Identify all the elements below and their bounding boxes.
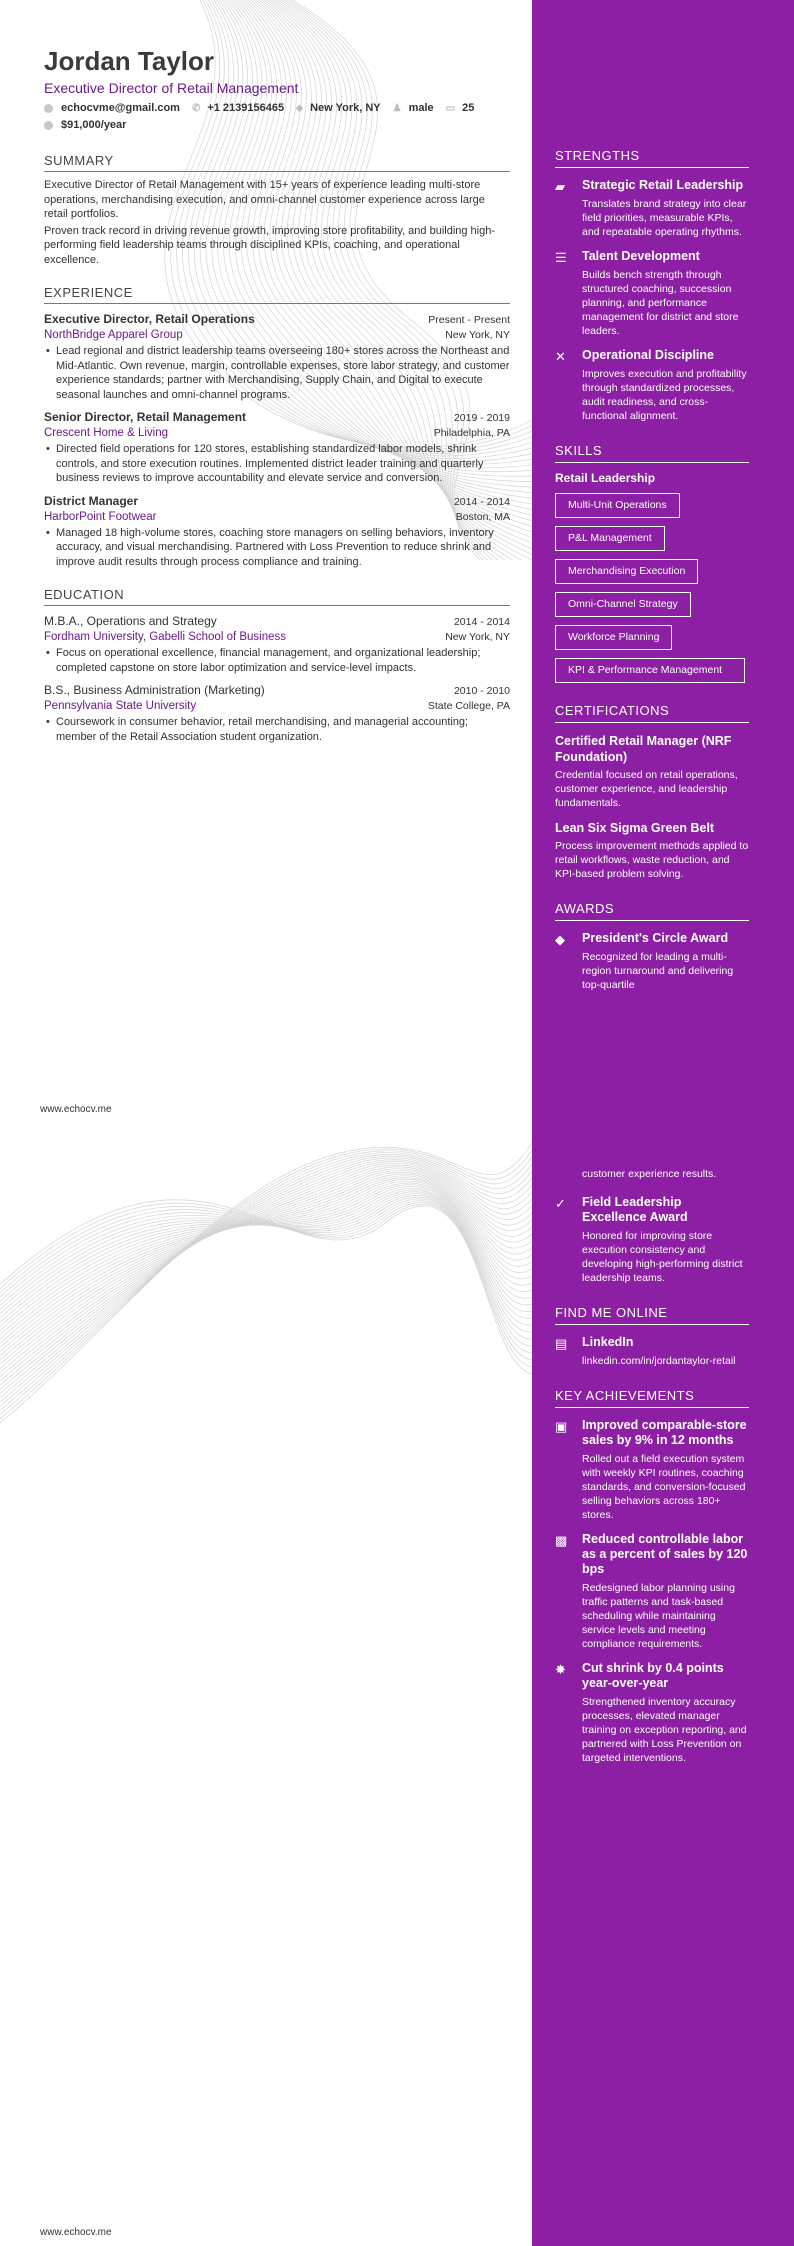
achievement-item bbox=[555, 1418, 749, 1522]
job-location: Philadelphia, PA bbox=[433, 427, 510, 439]
shield-icon: ✸ bbox=[555, 1662, 566, 1677]
wave-line bbox=[0, 1154, 532, 1406]
job-title: Executive Director, Retail Operations bbox=[44, 312, 255, 326]
email-item[interactable] bbox=[44, 102, 180, 114]
school-location: State College, PA bbox=[427, 700, 510, 712]
job-entry bbox=[44, 494, 510, 570]
summary-paragraph-1: Executive Director of Retail Management with 15+ years of experience leading multi-store operations, merchandising execution, and omni-channel customer experience across large retail portfolios. bbox=[44, 179, 485, 220]
achievements-heading: KEY ACHIEVEMENTS bbox=[555, 1388, 749, 1408]
award-desc: Honored for improving store execution consistency and developing high-performing district leadership teams. bbox=[582, 1230, 743, 1284]
wave-line bbox=[0, 1174, 532, 1360]
achievement-title: Cut shrink by 0.4 points year-over-year bbox=[582, 1661, 724, 1690]
strength-desc: Translates brand strategy into clear field priorities, measurable KPIs, and repeatable operating rhythms. bbox=[582, 198, 747, 238]
strength-title: Talent Development bbox=[582, 249, 700, 263]
strength-desc: Improves execution and profitability through standardized processes, audit readiness, and cross-functional alignment. bbox=[582, 368, 747, 422]
phone-icon: ✆ bbox=[191, 102, 201, 114]
education-bullet: • Focus on operational excellence, financial management, and organizational leadership; completed capstone on store labor optimization and service-level impacts. bbox=[44, 646, 510, 675]
gender-text: male bbox=[408, 102, 434, 114]
award-title: President's Circle Award bbox=[582, 931, 729, 945]
person-icon: ♟ bbox=[392, 102, 402, 114]
layers-icon: ☰ bbox=[555, 250, 567, 265]
job-company: Crescent Home & Living bbox=[44, 427, 168, 439]
wave-line bbox=[0, 1203, 532, 1367]
wave-line bbox=[0, 1178, 532, 1352]
check-icon: ✓ bbox=[555, 1196, 566, 1211]
age-item bbox=[446, 102, 475, 114]
wave-line bbox=[0, 1190, 532, 1322]
phone-item[interactable] bbox=[192, 102, 284, 114]
job-entry bbox=[44, 312, 510, 402]
degree-title: B.S., Business Administration (Marketing) bbox=[44, 683, 265, 697]
wave-line bbox=[0, 1143, 532, 1423]
education-entry bbox=[44, 614, 510, 675]
wave-line bbox=[0, 1181, 532, 1343]
job-entry bbox=[44, 410, 510, 486]
strength-title: Strategic Retail Leadership bbox=[582, 178, 744, 192]
strength-desc: Builds bench strength through structured coaching, succession planning, and performance management for district and store leaders. bbox=[582, 269, 739, 337]
education-entry bbox=[44, 683, 510, 744]
wave-line bbox=[0, 1163, 532, 1385]
certification-desc: Process improvement methods applied to retail workflows, waste reduction, and KPI-based problem solving. bbox=[555, 840, 749, 880]
wave-line bbox=[0, 1158, 532, 1398]
achievement-desc: Rolled out a field execution system with weekly KPI routines, coaching standards, and conversion-focused selling behaviors across 180+ stores. bbox=[582, 1453, 746, 1521]
candidate-title: Executive Director of Retail Management bbox=[44, 80, 299, 96]
sidebar-column bbox=[555, 148, 749, 992]
wave-line bbox=[0, 1199, 532, 1346]
location-pin-icon: ⬥ bbox=[296, 102, 304, 114]
email-text: echocvme@gmail.com bbox=[61, 102, 180, 114]
achievement-desc: Strengthened inventory accuracy processes, elevated manager training on exception reporting, and partnered with Loss Prevention on targeted interventions. bbox=[582, 1696, 747, 1764]
wave-line bbox=[0, 1202, 532, 1360]
education-heading: EDUCATION bbox=[44, 587, 510, 606]
wave-line bbox=[0, 1160, 532, 1394]
decorative-wave-lines bbox=[0, 1123, 532, 1683]
achievement-item bbox=[555, 1661, 749, 1765]
job-bullet: • Managed 18 high-volume stores, coaching store managers on selling behaviors, inventory accuracy, and visual merchandising. Partnered with Loss Prevention to reduce shrink and improve audit results through process compliance and training. bbox=[44, 526, 510, 570]
wave-line bbox=[0, 1200, 532, 1374]
skill-chip: KPI & Performance Management bbox=[555, 658, 745, 683]
candidate-name: Jordan Taylor bbox=[44, 46, 215, 76]
job-location: New York, NY bbox=[445, 329, 510, 341]
achievement-title: Reduced controllable labor as a percent of sales by 120 bps bbox=[582, 1532, 748, 1576]
online-heading: FIND ME ONLINE bbox=[555, 1305, 749, 1325]
wave-line bbox=[0, 1192, 532, 1319]
age-text: 25 bbox=[462, 102, 475, 114]
awards-heading: AWARDS bbox=[555, 901, 749, 921]
job-dates: 2019 - 2019 bbox=[453, 412, 510, 424]
certifications-heading: CERTIFICATIONS bbox=[555, 703, 749, 723]
location-item bbox=[296, 102, 381, 114]
job-bullet: • Directed field operations for 120 stores, establishing standardized labor models, shrink controls, and store execution routines. Implemented district leader training and quarterly business reviews to improve accountability and elevate service and conversion. bbox=[44, 442, 510, 486]
skill-chip: Omni-Channel Strategy bbox=[555, 592, 691, 617]
summary-heading: SUMMARY bbox=[44, 153, 510, 172]
award-desc: customer experience results. bbox=[582, 1168, 717, 1180]
chart-icon: ▣ bbox=[555, 1419, 568, 1434]
wave-line bbox=[0, 1151, 532, 1415]
wave-line bbox=[0, 1194, 532, 1326]
wave-line bbox=[0, 1176, 532, 1356]
award-title: Field Leadership Excellence Award bbox=[582, 1195, 688, 1224]
achievement-desc: Redesigned labor planning using traffic patterns and task-based scheduling while maintaining service levels and meeting compliance requirements. bbox=[582, 1582, 735, 1650]
calendar-icon: ▭ bbox=[445, 102, 456, 114]
linkedin-url[interactable]: linkedin.com/in/jordantaylor-retail bbox=[582, 1355, 736, 1367]
wave-line bbox=[0, 1172, 532, 1364]
salary-text: $91,000/year bbox=[61, 119, 127, 131]
wave-line bbox=[0, 1197, 532, 1339]
online-item[interactable] bbox=[555, 1335, 749, 1368]
job-company: HarborPoint Footwear bbox=[44, 510, 157, 523]
resume-page-2 bbox=[0, 1123, 794, 2246]
strength-item bbox=[555, 348, 749, 423]
wave-line bbox=[0, 1201, 532, 1353]
education-bullet: • Coursework in consumer behavior, retail merchandising, and managerial accounting; member of the Retail Association student organization. bbox=[44, 715, 510, 744]
gender-item bbox=[393, 102, 434, 114]
job-title: Senior Director, Retail Management bbox=[44, 410, 247, 424]
job-dates: Present - Present bbox=[428, 314, 510, 326]
bell-off-icon: ✕ bbox=[555, 349, 566, 364]
school-name: Fordham University, Gabelli School of Business bbox=[44, 631, 287, 643]
strength-item bbox=[555, 178, 749, 239]
certification-desc: Credential focused on retail operations, customer experience, and leadership fundamentals. bbox=[555, 769, 738, 809]
money-icon bbox=[44, 121, 53, 130]
job-dates: 2014 - 2014 bbox=[453, 495, 510, 508]
briefcase-icon: ▩ bbox=[555, 1533, 568, 1548]
summary-paragraph-2: Proven track record in driving revenue growth, improving store profitability, and building high-performing field leadership teams through disciplined KPIs, coaching, and operational excellence. bbox=[44, 224, 496, 266]
certification-title: Certified Retail Manager (NRF Foundation) bbox=[555, 734, 732, 764]
certification-title: Lean Six Sigma Green Belt bbox=[555, 821, 715, 835]
job-location: Boston, MA bbox=[455, 510, 510, 523]
skill-category: Retail Leadership bbox=[555, 471, 656, 485]
strength-title: Operational Discipline bbox=[582, 348, 714, 362]
footer-site[interactable]: www.echocv.me bbox=[40, 2227, 112, 2238]
wave-line bbox=[0, 1169, 532, 1373]
salary-item bbox=[44, 119, 498, 131]
achievement-title: Improved comparable-store sales by 9% in 12 months bbox=[582, 1418, 747, 1447]
wave-line bbox=[0, 1153, 532, 1411]
award-item bbox=[555, 1195, 749, 1285]
wave-line bbox=[0, 1170, 532, 1368]
award-desc: Recognized for leading a multi-region turnaround and delivering top-quartile bbox=[582, 951, 734, 991]
school-name: Pennsylvania State University bbox=[44, 700, 197, 712]
footer-site[interactable]: www.echocv.me bbox=[40, 1104, 112, 1115]
chat-bubble-icon: ▰ bbox=[555, 179, 565, 194]
wave-line bbox=[0, 1167, 532, 1377]
wave-line bbox=[0, 1156, 532, 1402]
main-column bbox=[44, 0, 510, 744]
skills-heading: SKILLS bbox=[555, 443, 749, 463]
email-icon bbox=[44, 104, 53, 113]
experience-heading: EXPERIENCE bbox=[44, 285, 510, 304]
wave-line bbox=[0, 1188, 532, 1326]
wave-line bbox=[0, 1179, 532, 1347]
skill-chip: Multi-Unit Operations bbox=[555, 493, 680, 518]
job-bullet: • Lead regional and district leadership teams overseeing 180+ stores across the Northeast and Mid-Atlantic. Own revenue, margin, controllable expenses, store labor strategy, and customer experience standards; partner with Merchandising, Supply Chain, and Digital to execute seasonal launches and omni-channel programs. bbox=[44, 344, 510, 402]
document-icon: ▤ bbox=[555, 1336, 568, 1351]
wave-line bbox=[0, 1183, 532, 1339]
strength-item bbox=[555, 249, 749, 338]
skill-chip: Merchandising Execution bbox=[555, 559, 698, 584]
sidebar-column bbox=[555, 1167, 749, 1765]
wave-line bbox=[0, 1186, 532, 1330]
education-dates: 2014 - 2014 bbox=[453, 616, 510, 628]
degree-title: M.B.A., Operations and Strategy bbox=[44, 614, 217, 628]
strengths-heading: STRENGTHS bbox=[555, 148, 749, 168]
wave-line bbox=[0, 1195, 532, 1332]
award-item bbox=[555, 931, 749, 992]
award-continued bbox=[555, 1167, 749, 1181]
wave-line bbox=[0, 1185, 532, 1335]
skill-chips bbox=[555, 485, 749, 683]
wave-line bbox=[0, 1161, 532, 1389]
job-title: District Manager bbox=[44, 493, 139, 508]
skill-chip: P&L Management bbox=[555, 526, 665, 551]
school-location: New York, NY bbox=[445, 631, 510, 643]
location-text: New York, NY bbox=[310, 102, 381, 114]
online-label: LinkedIn bbox=[582, 1335, 634, 1349]
award-indent bbox=[555, 1167, 582, 1181]
wave-line bbox=[0, 1165, 532, 1381]
contact-info bbox=[44, 102, 510, 131]
graduation-cap-icon: ◆ bbox=[555, 932, 565, 947]
job-company: NorthBridge Apparel Group bbox=[44, 329, 183, 341]
education-dates: 2010 - 2010 bbox=[453, 685, 510, 697]
skill-chip: Workforce Planning bbox=[555, 625, 672, 650]
achievement-item bbox=[555, 1532, 749, 1651]
wave-line bbox=[0, 1149, 532, 1419]
phone-text: +1 2139156465 bbox=[207, 102, 285, 114]
